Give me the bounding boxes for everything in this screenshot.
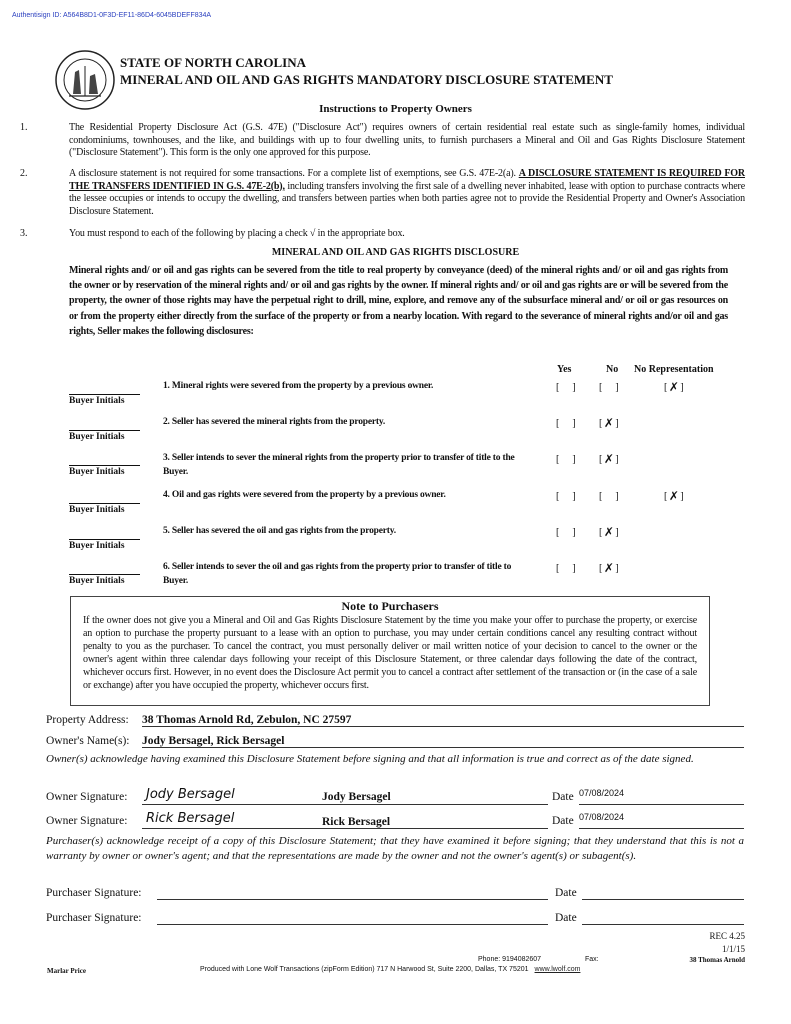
item-number: 2.: [20, 168, 28, 179]
date-label: Date: [552, 815, 574, 827]
instructions-title: Instructions to Property Owners: [319, 103, 472, 115]
owner-signature-2: Rick Bersagel: [146, 811, 235, 826]
col-no-representation: No Representation: [634, 364, 714, 375]
buyer-initials-field[interactable]: [69, 503, 140, 504]
checkbox-no[interactable]: [ ✗ ]: [599, 525, 619, 539]
authentisign-id: Authentisign ID: A564B8D1-0F3D-EF11-86D4-6045BDEFF834A: [12, 12, 212, 19]
question-6: 6. Seller intends to sever the oil and gas rights from the property prior to transfer of title to Buyer.: [163, 562, 512, 586]
instruction-2-bold: A DISCLOSURE STATEMENT IS REQUIRED FOR THE TRANSFERS IDENTIFIED IN G.S. 47E-2(b),: [69, 168, 745, 192]
buyer-initials-label: Buyer Initials: [69, 541, 125, 551]
instruction-3: You must respond to each of the following by placing a check √ in the appropriate box.: [69, 228, 405, 239]
buyer-initials-label: Buyer Initials: [69, 505, 125, 515]
checkbox-no[interactable]: [ ]: [599, 490, 619, 502]
question-4: 4. Oil and gas rights were severed from the property by a previous owner.: [163, 490, 446, 500]
item-number: 1.: [20, 122, 28, 133]
buyer-initials-label: Buyer Initials: [69, 576, 125, 586]
col-yes: Yes: [557, 364, 572, 375]
owner-signature-label: Owner Signature:: [46, 791, 128, 803]
checkbox-yes[interactable]: [ ]: [556, 453, 576, 465]
form-code: REC 4.25: [709, 931, 745, 941]
buyer-initials-field[interactable]: [69, 430, 140, 431]
checkbox-no-representation[interactable]: [ ✗ ]: [664, 380, 684, 394]
buyer-initials-label: Buyer Initials: [69, 396, 125, 406]
purchaser-acknowledgement: Purchaser(s) acknowledge receipt of a copy of this Disclosure Statement; that they have examined it before signing; that they understand that this is not a warranty by owner or owner's agent; and that the representations are made by the owner and not the owner's agent(s) or subagent(s).: [46, 835, 744, 862]
check-mark-icon: ✗: [603, 452, 614, 466]
nc-seal-icon: [55, 50, 115, 110]
date-label: Date: [555, 912, 577, 924]
check-mark-icon: ✗: [668, 380, 679, 394]
owner-name-1: Jody Bersagel: [322, 791, 391, 803]
footer-produced-row: [200, 966, 580, 973]
purchaser-date-2-field[interactable]: [582, 909, 744, 925]
checkbox-yes[interactable]: [ ]: [556, 417, 576, 429]
disclosure-intro: Mineral rights and/ or oil and gas rights can be severed from the title to real property by conveyance (deed) of the mineral rights and/ or oil and gas rights from the owner or by reservation of the mineral rights and/ or oil and gas rights by the owner. If mineral rights and/ or oil and gas rights are or will be severed from the property, the owner of those rights may have the perpetual right to drill, mine, explore, and remove any of the subsurface mineral and/ or oil or gas resources on or from the property either directly from the surface of the property or from a nearby location. With regard to the severance of mineral rights and/or oil and gas rights, Seller makes the following disclosures:: [69, 265, 728, 337]
note-title: Note to Purchasers: [341, 599, 439, 613]
check-mark-icon: ✗: [668, 489, 679, 503]
question-5: 5. Seller has severed the oil and gas rights from the property.: [163, 526, 396, 536]
title-state: STATE OF NORTH CAROLINA: [120, 55, 307, 70]
purchaser-signature-label: Purchaser Signature:: [46, 887, 142, 899]
owner-date-1-field[interactable]: 07/08/2024: [579, 788, 744, 805]
checkbox-no[interactable]: [ ✗ ]: [599, 452, 619, 466]
col-no: No: [606, 364, 619, 375]
owner-name-2: Rick Bersagel: [322, 816, 391, 828]
purchaser-signature-2-field[interactable]: [157, 909, 548, 925]
date-label: Date: [552, 791, 574, 803]
footer-link[interactable]: www.lwolf.com: [534, 966, 581, 973]
note-body: If the owner does not give you a Mineral and Oil and Gas Rights Disclosure Statement by the time you make your offer to purchase the property, or exercise an option to purchase the property pursuant to a lease with an option to purchase, you may under certain conditions cancel any resulting contract without penalty to you as the purchaser. To cancel the contract, you must personally deliver or mail written notice of your decision to cancel to the owner or the owner's agent within three calendar days following your receipt of this Disclosure Statement, or three calendar days following the date of the contract, whichever occurs first. However, in no event does the Disclosure Act permit you to cancel a contract after settlement of the transaction or (in the case of a sale or exchange) after you have occupied the property, whichever occurs first.: [83, 615, 697, 691]
owner-date-2-field[interactable]: 07/08/2024: [579, 812, 744, 829]
owners-field[interactable]: Jody Bersagel, Rick Bersagel: [142, 735, 744, 748]
note-to-purchasers: [70, 596, 710, 706]
checkbox-yes[interactable]: [ ]: [556, 490, 576, 502]
footer-produced: Produced with Lone Wolf Transactions (zipForm Edition) 717 N Harwood St, Suite 2200, Dallas, TX 75201: [200, 966, 529, 973]
instruction-2-text-b: including transfers involving the first sale of a dwelling never inhabited, lease with option to purchase contracts where the lessee occupies or intends to occupy the dwelling, and transfers between parties when both parties agree not to provide the Residential Property and Owner's Association Disclosure Statement.: [69, 180, 745, 217]
checkbox-no-representation[interactable]: [ ✗ ]: [664, 489, 684, 503]
owner-signature-1-field[interactable]: [142, 787, 548, 805]
question-2: 2. Seller has severed the mineral rights from the property.: [163, 417, 386, 427]
form-date: 1/1/15: [721, 944, 745, 954]
checkbox-yes[interactable]: [ ]: [556, 562, 576, 574]
buyer-initials-field[interactable]: [69, 539, 140, 540]
owner-signature-1: Jody Bersagel: [146, 787, 235, 802]
footer-agent: Marlar Price: [47, 967, 86, 975]
checkbox-yes[interactable]: [ ]: [556, 526, 576, 538]
item-number: 3.: [20, 228, 28, 239]
buyer-initials-field[interactable]: [69, 465, 140, 466]
footer-fax: Fax:: [585, 956, 599, 963]
check-mark-icon: ✗: [603, 416, 614, 430]
instruction-2-text: A disclosure statement is not required for some transactions. For a complete list of exemptions, see G.S. 47E-2(a).: [69, 168, 519, 179]
owner-signature-2-field[interactable]: [142, 811, 548, 829]
owner-signature-label: Owner Signature:: [46, 815, 128, 827]
checkbox-no[interactable]: [ ✗ ]: [599, 561, 619, 575]
checkbox-no[interactable]: [ ]: [599, 381, 619, 393]
purchaser-date-1-field[interactable]: [582, 884, 744, 900]
disclosure-title: MINERAL AND OIL AND GAS RIGHTS DISCLOSURE: [271, 247, 520, 258]
check-mark-icon: ✗: [603, 525, 614, 539]
property-address-label: Property Address:: [46, 714, 129, 726]
purchaser-signature-1-field[interactable]: [157, 884, 548, 900]
checkbox-no[interactable]: [ ✗ ]: [599, 416, 619, 430]
title-form: MINERAL AND OIL AND GAS RIGHTS MANDATORY DISCLOSURE STATEMENT: [120, 72, 613, 87]
buyer-initials-label: Buyer Initials: [69, 432, 125, 442]
footer-phone: Phone: 9194082607: [478, 956, 542, 963]
question-3: 3. Seller intends to sever the mineral rights from the property prior to transfer of title to the Buyer.: [163, 453, 515, 477]
instruction-2: [69, 168, 745, 218]
date-label: Date: [555, 887, 577, 899]
buyer-initials-field[interactable]: [69, 394, 140, 395]
owner-acknowledgement: Owner(s) acknowledge having examined this Disclosure Statement before signing and that all information is true and correct as of the date signed.: [46, 753, 694, 765]
buyer-initials-field[interactable]: [69, 574, 140, 575]
owners-label: Owner's Name(s):: [46, 735, 130, 747]
instruction-1: The Residential Property Disclosure Act (G.S. 47E) ("Disclosure Act") requires owners of certain residential real estate such as single-family homes, individual condominiums, townhouses, and the like, and buildings with up to four dwelling units, to furnish purchasers a Mineral and Oil and Gas Rights Disclosure Statement ("Disclosure Statement"). This form is the only one approved for this purpose.: [69, 122, 745, 159]
property-address-field[interactable]: 38 Thomas Arnold Rd, Zebulon, NC 27597: [142, 714, 744, 727]
buyer-initials-label: Buyer Initials: [69, 467, 125, 477]
question-1: 1. Mineral rights were severed from the property by a previous owner.: [163, 381, 434, 391]
checkbox-yes[interactable]: [ ]: [556, 381, 576, 393]
footer-file: 38 Thomas Arnold: [689, 956, 745, 964]
purchaser-signature-label: Purchaser Signature:: [46, 912, 142, 924]
check-mark-icon: ✗: [603, 561, 614, 575]
